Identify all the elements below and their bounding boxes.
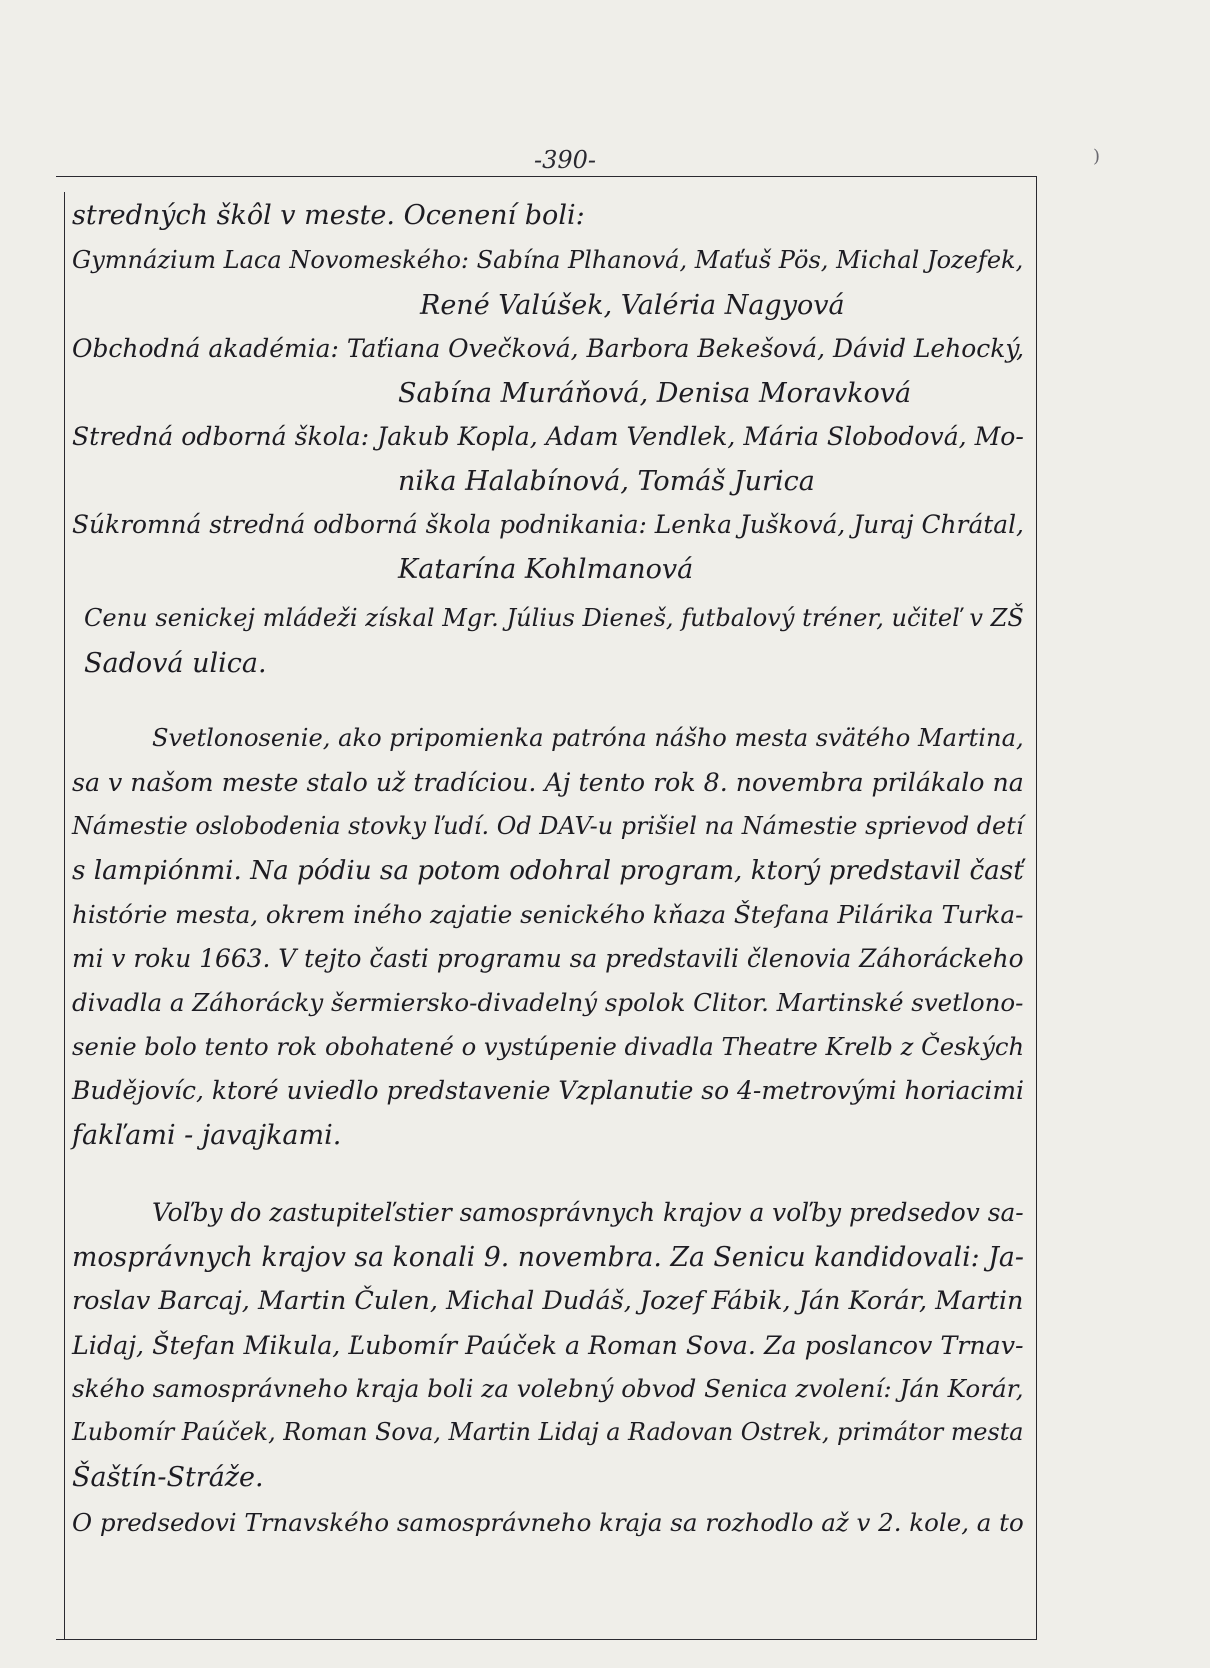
text-line: histórie mesta, okrem iného zajatie senického kňaza Štefana Pilárika Turka-: [72, 900, 1024, 929]
text-line: Gymnázium Laca Novomeského: Sabína Plhanová, Maťuš Pös, Michal Jozefek,: [72, 246, 1024, 274]
text-line: fakľami - javajkami.: [72, 1120, 342, 1151]
text-line: Sadová ulica.: [84, 648, 267, 679]
text-line: mosprávnych krajov sa konali 9. novembra. Za Senicu kandidovali: Ja-: [72, 1242, 1024, 1273]
text-line: Voľby do zastupiteľstier samosprávnych krajov a voľby predsedov sa-: [152, 1198, 1024, 1227]
text-line: Stredná odborná škola: Jakub Kopla, Adam Vendlek, Mária Slobodová, Mo-: [72, 422, 1024, 451]
text-line: mi v roku 1663. V tejto časti programu sa predstavili členovia Záhoráckeho: [72, 944, 1024, 973]
text-line: Šaštín-Stráže.: [72, 1462, 264, 1493]
text-line: nika Halabínová, Tomáš Jurica: [398, 466, 815, 497]
text-line: stredných škôl v meste. Ocenení boli:: [72, 200, 585, 231]
page-frame-left-rule: [64, 192, 65, 1640]
text-line: Ľubomír Paúček, Roman Sova, Martin Lidaj a Radovan Ostrek, primátor mesta: [72, 1418, 1024, 1446]
text-line: Sabína Muráňová, Denisa Moravková: [398, 378, 912, 409]
text-line: René Valúšek, Valéria Nagyová: [420, 290, 845, 321]
bleed-mark: ): [1093, 146, 1101, 167]
text-line: ského samosprávneho kraja boli za volebný obvod Senica zvolení: Ján Korár,: [72, 1374, 1024, 1403]
page-number: -390-: [533, 146, 597, 174]
text-line: Svetlonosenie, ako pripomienka patróna nášho mesta svätého Martina,: [152, 724, 1024, 752]
text-line: Lidaj, Štefan Mikula, Ľubomír Paúček a Roman Sova. Za poslancov Trnav-: [72, 1330, 1024, 1360]
text-line: Cenu senickej mládeži získal Mgr. Július Dieneš, futbalový tréner, učiteľ v ZŠ: [84, 604, 1024, 632]
text-line: Katarína Kohlmanová: [398, 554, 694, 585]
text-line: Námestie oslobodenia stovky ľudí. Od DAV-u prišiel na Námestie sprievod detí: [72, 812, 1024, 840]
text-line: divadla a Záhorácky šermiersko-divadelný spolok Clitor. Martinské svetlono-: [72, 988, 1024, 1017]
text-line: s lampiónmi. Na pódiu sa potom odohral program, ktorý predstavil časť: [72, 856, 1024, 886]
text-line: roslav Barcaj, Martin Čulen, Michal Dudáš, Jozef Fábik, Ján Korár, Martin: [72, 1286, 1024, 1316]
text-line: sa v našom meste stalo už tradíciou. Aj tento rok 8. novembra prilákalo na: [72, 768, 1024, 797]
text-line: Súkromná stredná odborná škola podnikania: Lenka Jušková, Juraj Chrátal,: [72, 510, 1024, 539]
text-line: O predsedovi Trnavského samosprávneho kraja sa rozhodlo až v 2. kole, a to: [72, 1508, 1024, 1537]
text-line: senie bolo tento rok obohatené o vystúpenie divadla Theatre Krelb z Českých: [72, 1032, 1025, 1061]
text-line: Obchodná akadémia: Taťiana Ovečková, Barbora Bekešová, Dávid Lehocký,: [72, 334, 1025, 363]
text-line: Budějovíc, ktoré uviedlo predstavenie Vzplanutie so 4-metrovými horiacimi: [72, 1076, 1024, 1105]
